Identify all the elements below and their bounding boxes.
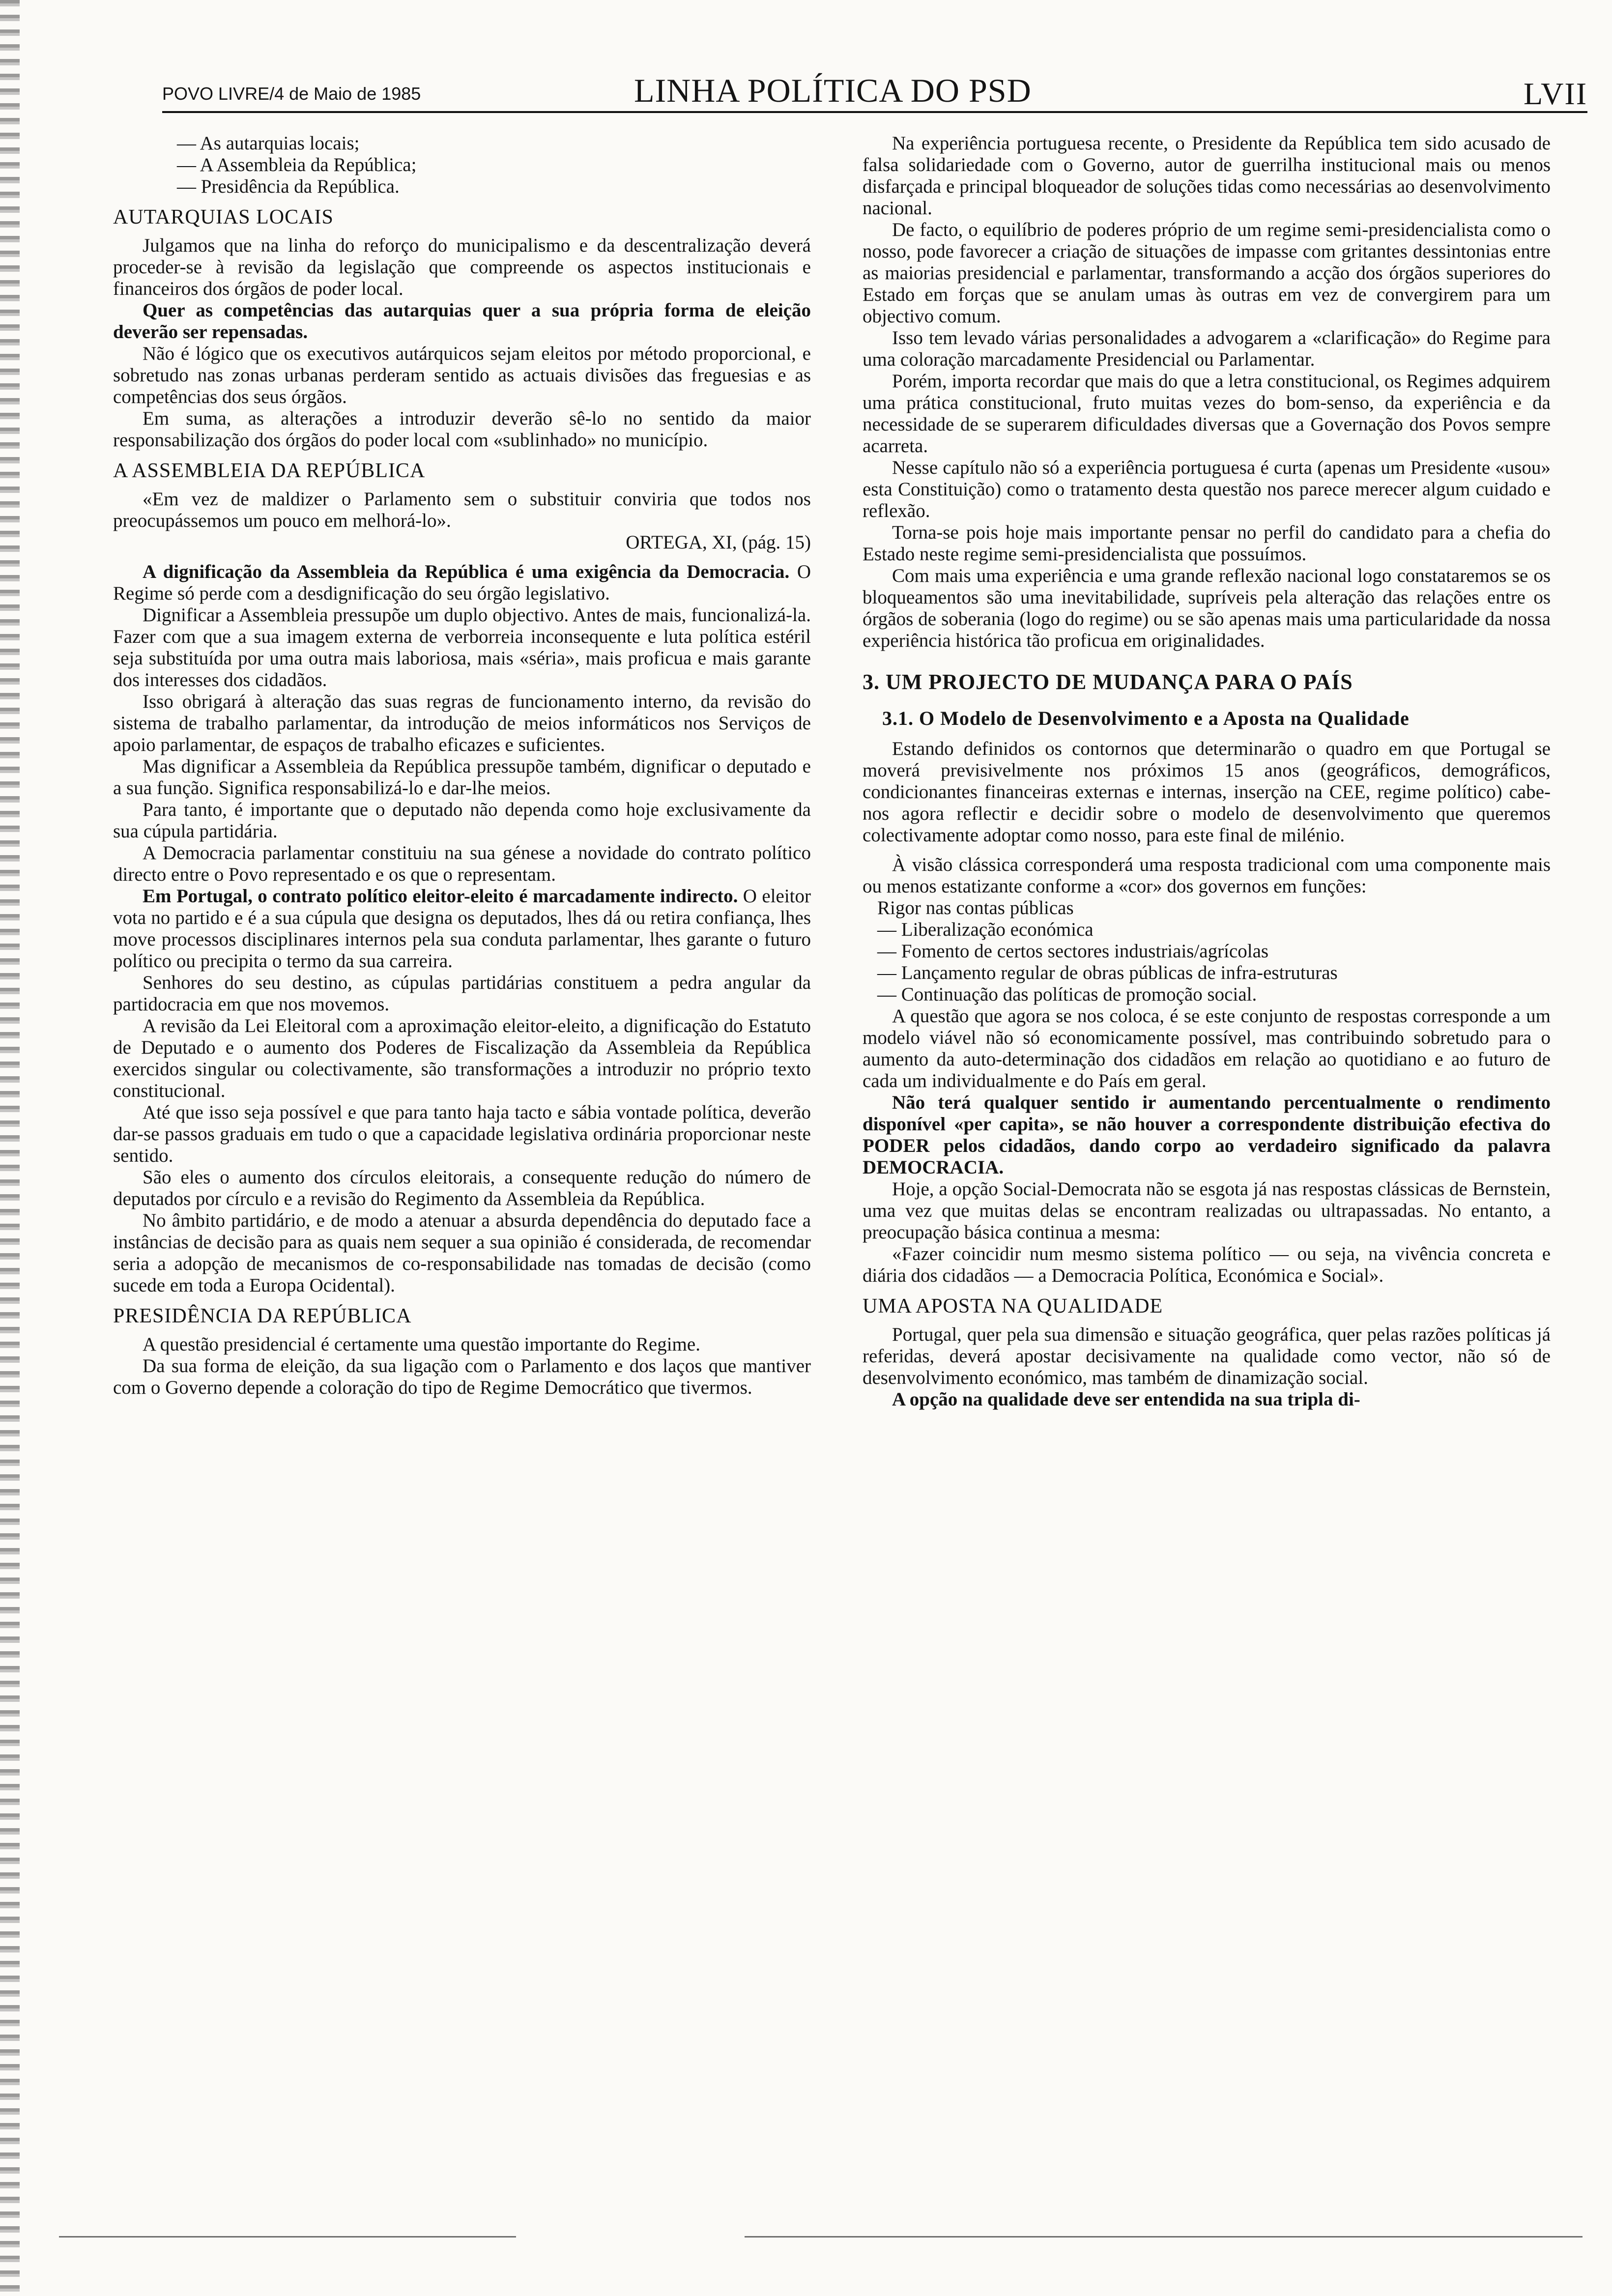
policy-list bbox=[863, 897, 1551, 1005]
list-item: — Continuação das políticas de promoção social. bbox=[877, 984, 1257, 1005]
text-run: O eleitor vota no partido e é a sua cúpula que designa os deputados, lhes dá ou retira confiança, lhes move processos disciplinares internos pela sua conduta parlamentar, lhes garante o futuro político ou precipita o termo da sua carreira. bbox=[113, 886, 811, 972]
paragraph: Para tanto, é importante que o deputado não dependa como hoje exclusivamente da sua cúpula partidária. bbox=[113, 799, 811, 842]
paragraph: Julgamos que na linha do reforço do municipalismo e da descentralização deverá proceder-se à revisão da legislação que compreende os aspectos institucionais e financeiros dos órgãos de poder local. bbox=[113, 235, 811, 299]
paragraph: Torna-se pois hoje mais importante pensar no perfil do candidato para a chefia do Estado neste regime semi-presidencialista que possuímos. bbox=[863, 522, 1551, 565]
section-heading-autarquias: AUTARQUIAS LOCAIS bbox=[113, 206, 334, 229]
header-source: POVO LIVRE/4 de Maio de 1985 bbox=[162, 84, 421, 104]
paragraph: Mas dignificar a Assembleia da República pressupõe também, dignificar o deputado e a sua função. Significa responsabilizá-lo e dar-lhe meios. bbox=[113, 756, 811, 799]
left-column bbox=[113, 133, 811, 1399]
paragraph: São eles o aumento dos círculos eleitorais, a consequente redução do número de deputados por círculo e a revisão do Regimento da Assembleia da República. bbox=[113, 1167, 811, 1209]
quote: «Fazer coincidir num mesmo sistema político — ou seja, na vivência concreta e diária dos cidadãos — a Democracia Política, Económica e Social». bbox=[863, 1243, 1551, 1286]
paragraph: Nesse capítulo não só a experiência portuguesa é curta (apenas um Presidente «usou» esta Constituição) como o tratamento desta questão nos parece merecer algum cuidado e reflexão. bbox=[863, 457, 1551, 521]
list-item: — Presidência da República. bbox=[177, 176, 400, 197]
paragraph: Isso obrigará à alteração das suas regras de funcionamento interno, da revisão do sistema de trabalho parlamentar, da introdução de meios informáticos nos Serviços de apoio parlamentar, de espaços de trabalho eficazes e suficientes. bbox=[113, 691, 811, 755]
paragraph: Portugal, quer pela sua dimensão e situação geográfica, quer pelas razões políticas já referidas, deverá apostar decisivamente na qualidade como vector, não só de desenvolvimento económico, mas também de dinamização social. bbox=[863, 1324, 1551, 1388]
page-number: LVII bbox=[1523, 76, 1587, 111]
paragraph: Isso tem levado várias personalidades a advogarem a «clarificação» do Regime para uma coloração marcadamente Presidencial ou Parlamentar. bbox=[863, 327, 1551, 370]
paragraph bbox=[113, 886, 811, 972]
paragraph: A revisão da Lei Eleitoral com a aproximação eleitor-eleito, a dignificação do Estatuto de Deputado e o aumento dos Poderes de Fiscalização da Assembleia da República exercidos singular ou colectivamente, são transformações a introduzir no próprio texto constitucional. bbox=[113, 1015, 811, 1101]
paragraph: A Democracia parlamentar constituiu na sua génese a novidade do contrato político directo entre o Povo representado e os que o representam. bbox=[113, 842, 811, 885]
bold-phrase: A dignificação da Assembleia da República é uma exigência da Democracia. bbox=[143, 561, 790, 582]
text-run: O Regime só perde com a desdignificação do seu órgão legislativo. bbox=[113, 561, 811, 604]
scan-edge-artifact bbox=[0, 0, 20, 2296]
paragraph bbox=[113, 561, 811, 604]
section-heading-projecto: 3. UM PROJECTO DE MUDANÇA PARA O PAÍS bbox=[863, 670, 1353, 694]
paragraph: Dignificar a Assembleia pressupõe um duplo objectivo. Antes de mais, funcionalizá-la. Fazer com que a sua imagem externa de verborreia inconsequente e luta política estéril seja substituída por uma outra mais laboriosa, mais «séria», mais proficua e mais garante dos interesses dos cidadãos. bbox=[113, 604, 811, 690]
list-item: — Liberalização económica bbox=[877, 919, 1094, 940]
quote: «Em vez de maldizer o Parlamento sem o substituir conviria que todos nos preocupássemos um pouco em melhorá-lo». bbox=[113, 488, 811, 531]
topics-list bbox=[177, 133, 811, 198]
list-item: — As autarquias locais; bbox=[177, 133, 360, 154]
bold-phrase: Em Portugal, o contrato político eleitor-eleito é marcadamente indirecto. bbox=[143, 886, 738, 907]
paragraph-bold: A opção na qualidade deve ser entendida na sua tripla di- bbox=[892, 1389, 1360, 1410]
paragraph: Estando definidos os contornos que determinarão o quadro em que Portugal se moverá previsivelmente nos próximos 15 anos (geográficos, demográficos, condicionantes financeiras externas e internas, inserção na CEE, regime político) cabe-nos agora reflectir e decidir sobre o modelo de desenvolvimento que queremos colectivamente adoptar como nosso, para este final de milénio. bbox=[863, 738, 1551, 846]
paragraph-bold: Quer as competências das autarquias quer a sua própria forma de eleição deverão ser repensadas. bbox=[113, 300, 811, 343]
header-title: LINHA POLÍTICA DO PSD bbox=[634, 72, 1032, 109]
paragraph: Porém, importa recordar que mais do que a letra constitucional, os Regimes adquirem uma prática constitucional, fruto muitas vezes do bom-senso, da experiência e da necessidade de se superarem dificuldades diversas que a Governação dos Povos sempre acarreta. bbox=[863, 371, 1551, 457]
paragraph: A questão que agora se nos coloca, é se este conjunto de respostas corresponde a um modelo viável não só economicamente possível, mas contribuindo sobretudo para o aumento da auto-determinação dos cidadãos em relação ao quotidiano e ao futuro de cada um individualmente e do País em geral. bbox=[863, 1005, 1551, 1091]
paragraph: Até que isso seja possível e que para tanto haja tacto e sábia vontade política, deverão dar-se passos graduais em tudo o que a capacidade legislativa ordinária proporcionar neste sentido. bbox=[113, 1102, 811, 1166]
bottom-rule bbox=[59, 2236, 1583, 2238]
paragraph: Senhores do seu destino, as cúpulas partidárias constituem a pedra angular da partidocracia em que nos movemos. bbox=[113, 972, 811, 1015]
section-heading-assembleia: A ASSEMBLEIA DA REPÚBLICA bbox=[113, 459, 426, 482]
paragraph: No âmbito partidário, e de modo a atenuar a absurda dependência do deputado face a instâncias de decisão para as quais nem sequer a sua opinião é considerada, de recomendar seria a adopção de mecanismos de co-responsabilidade nas tomadas de decisão (como sucede em toda a Europa Ocidental). bbox=[113, 1210, 811, 1296]
quote-attribution: ORTEGA, XI, (pág. 15) bbox=[626, 532, 811, 553]
paragraph: De facto, o equilíbrio de poderes próprio de um regime semi-presidencialista como o nosso, pode favorecer a criação de situações de impasse com gritantes dessintonias entre as maiorias presidencial e parlamentar, transformando a acção dos órgãos superiores do Estado em forças que se anulam umas às outras em vez de convergirem para um objectivo comum. bbox=[863, 219, 1551, 327]
right-column bbox=[863, 133, 1551, 1410]
section-heading-presidencia: PRESIDÊNCIA DA REPÚBLICA bbox=[113, 1305, 412, 1327]
list-item: — Fomento de certos sectores industriais/agrícolas bbox=[877, 941, 1269, 962]
header-rule bbox=[162, 111, 1587, 113]
subsection-heading-modelo: 3.1. O Modelo de Desenvolvimento e a Aposta na Qualidade bbox=[882, 707, 1410, 729]
list-item: — A Assembleia da República; bbox=[177, 154, 417, 175]
section-heading-qualidade: UMA APOSTA NA QUALIDADE bbox=[863, 1295, 1163, 1318]
list-item: — Lançamento regular de obras públicas de infra-estruturas bbox=[877, 962, 1338, 983]
paragraph: Hoje, a opção Social-Democrata não se esgota já nas respostas clássicas de Bernstein, uma vez que muitas delas se encontram realizadas ou ultrapassadas. No entanto, a preocupação básica continua a mesma: bbox=[863, 1178, 1551, 1243]
page-header bbox=[162, 64, 1587, 113]
paragraph-bold: Não terá qualquer sentido ir aumentando percentualmente o rendimento disponível «per capita», se não houver a correspondente distribuição efectiva do PODER pelos cidadãos, dando corpo ao verdadeiro significado da palavra DEMOCRACIA. bbox=[863, 1092, 1551, 1178]
paragraph: Na experiência portuguesa recente, o Presidente da República tem sido acusado de falsa solidariedade com o Governo, autor de guerrilha institucional mais ou menos disfarçada e principal bloqueador de soluções tidas como necessárias ao desenvolvimento nacional. bbox=[863, 133, 1551, 219]
paragraph: A questão presidencial é certamente uma questão importante do Regime. bbox=[143, 1334, 700, 1355]
list-item: Rigor nas contas públicas bbox=[877, 897, 1074, 918]
paragraph: Da sua forma de eleição, da sua ligação com o Parlamento e dos laços que mantiver com o Governo depende a coloração do tipo de Regime Democrático que tivermos. bbox=[113, 1355, 811, 1398]
paragraph: Com mais uma experiência e uma grande reflexão nacional logo constataremos se os bloqueamentos são uma inevitabilidade, supríveis pela alteração das relações entre os órgãos de soberania (logo do regime) ou se são apenas mais uma particularidade da nossa experiência histórica tão proficua em originalidades. bbox=[863, 565, 1551, 651]
paragraph: Em suma, as alterações a introduzir deverão sê-lo no sentido da maior responsabilização dos órgãos do poder local com «sublinhado» no município. bbox=[113, 408, 811, 451]
paragraph: À visão clássica corresponderá uma resposta tradicional com uma componente mais ou menos estatizante conforme a «cor» dos governos em funções: bbox=[863, 854, 1551, 897]
paragraph: Não é lógico que os executivos autárquicos sejam eleitos por método proporcional, e sobretudo nas zonas urbanas perderam sentido as actuais divisões das freguesias e as competências dos seus órgãos. bbox=[113, 343, 811, 407]
